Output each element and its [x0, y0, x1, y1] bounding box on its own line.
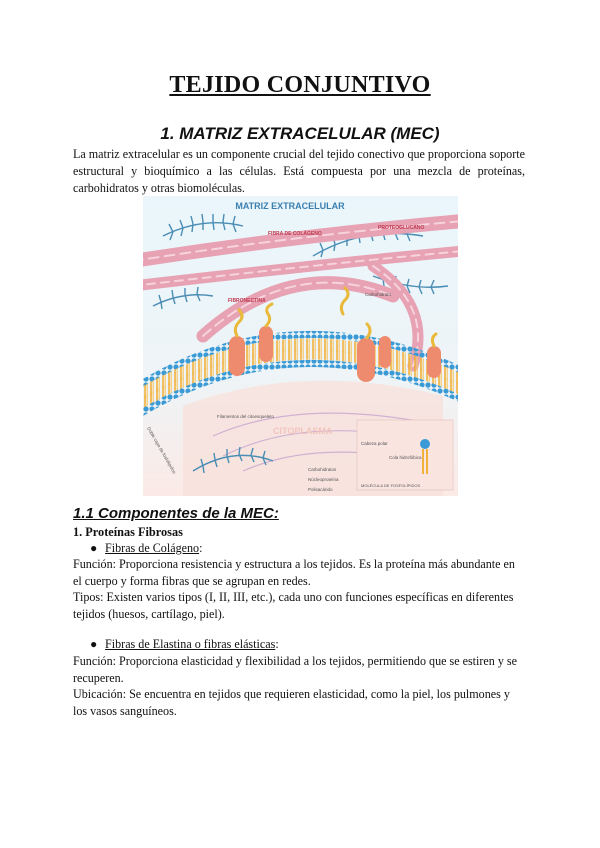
label-hydrophobic-tail: Cola hidrofóbica: [389, 455, 422, 460]
collagen-function: Función: Proporciona resistencia y estructura a los tejidos. Es la proteína más abundante en el cuerpo y forma fibras que se agrupan en redes.: [73, 557, 515, 588]
elastin-label: Fibras de Elastina o fibras elásticas: [105, 637, 276, 651]
elastin-colon: :: [275, 637, 279, 651]
collagen-colon: :: [199, 541, 203, 555]
bullet-icon: ●: [90, 637, 98, 651]
page-title: TEJIDO CONJUNTIVO: [169, 72, 431, 98]
elastin-location: Ubicación: Se encuentra en tejidos que requieren elasticidad, como la piel, los pulmones y los vasos sanguíneos.: [73, 687, 510, 718]
label-carbohydrate: Carbohidrato: [365, 292, 392, 297]
label-collagen: FIBRA DE COLÁGENO: [268, 231, 322, 237]
collagen-label: Fibras de Colágeno: [105, 541, 200, 555]
legend-nucleoprotein: Núcleoproteína: [308, 477, 339, 482]
label-polar-head: Cabeza polar: [361, 441, 388, 446]
label-phospholipid: MOLÉCULA DE FOSFOLÍPIDOS: [361, 483, 421, 488]
section-heading-components: 1.1 Componentes de la MEC:: [73, 505, 279, 522]
label-fibronectin: FIBRONECTINA: [228, 298, 266, 304]
elastin-function: Función: Proporciona elasticidad y flexibilidad a los tejidos, permitiendo que se estiren y se recuperen.: [73, 654, 518, 685]
extracellular-matrix-figure: [143, 196, 458, 496]
label-filaments: Filamentos del citoesqueleto: [217, 414, 275, 419]
figure-title: MATRIZ EXTRACELULAR: [235, 201, 345, 211]
bullet-icon: ●: [90, 541, 98, 555]
intro-paragraph: La matriz extracelular es un componente crucial del tejido conectivo que proporciona soporte estructural y bioquímico a las células. Está compuesta por una mezcla de proteínas, carbohidratos y otras biomoléculas.: [73, 147, 525, 195]
subheading-fibrous-proteins: 1. Proteínas Fibrosas: [73, 525, 183, 539]
collagen-types: Tipos: Existen varios tipos (I, II, III, etc.), cada uno con funciones específicas en diferentes tejidos (huesos, cartílago, piel).: [73, 590, 514, 621]
label-bilayer: Doble capa de fosfolípidos: [146, 426, 177, 475]
legend-polysaccharide-label: Polisacárido: [308, 487, 333, 492]
label-proteoglycan: PROTEOGLUCANO: [378, 225, 425, 231]
label-cytoplasm: CITOPLASMA: [273, 426, 333, 436]
legend-carbohydrates: Carbohidratos: [308, 467, 337, 472]
list-item-collagen: [90, 541, 202, 556]
section-heading-mec: 1. MATRIZ EXTRACELULAR (MEC): [160, 124, 440, 143]
list-item-elastin: [90, 637, 279, 652]
